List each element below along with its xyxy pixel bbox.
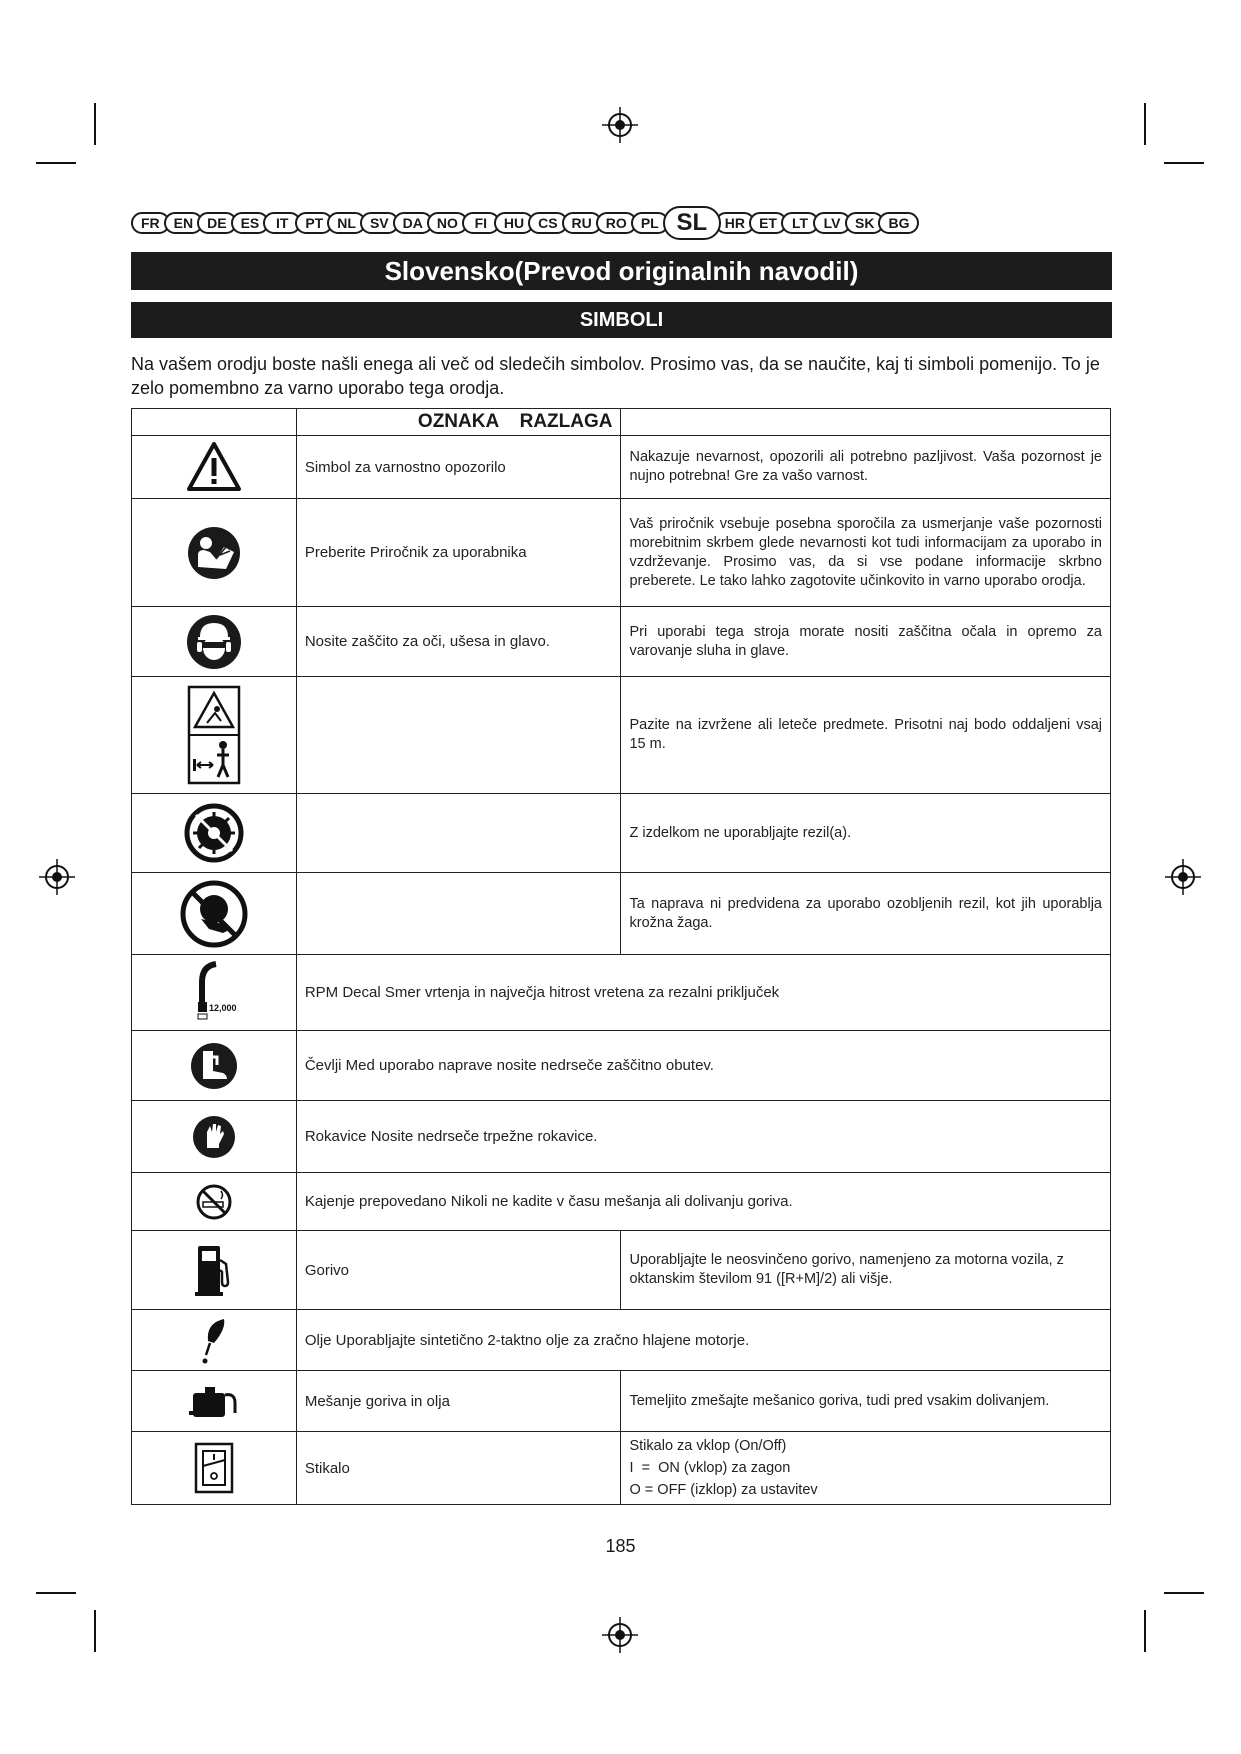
symbol-name: Kajenje prepovedano Nikoli ne kadite v času mešanja ali dolivanju goriva.	[296, 1173, 1110, 1231]
no-toothed-blade-icon	[179, 879, 249, 949]
switch-description-line: Stikalo za vklop (On/Off)	[629, 1438, 787, 1454]
symbol-name: Simbol za varnostno opozorilo	[296, 436, 621, 499]
symbol-name	[296, 873, 621, 955]
symbol-description: Ta naprava ni predvidena za uporabo ozobljenih rezil, kot jih uporablja krožna žaga.	[621, 873, 1111, 955]
language-tab-bg[interactable]: BG	[878, 212, 919, 234]
language-tab-fr[interactable]: FR	[131, 212, 170, 234]
language-tab-nl[interactable]: NL	[327, 212, 366, 234]
table-row	[132, 1231, 1111, 1310]
table-row	[132, 1371, 1111, 1432]
table-row	[132, 1173, 1111, 1231]
language-tab-de[interactable]: DE	[197, 212, 236, 234]
crop-mark	[94, 103, 96, 145]
language-tab-fi[interactable]: FI	[462, 212, 500, 234]
symbol-description	[621, 1432, 1111, 1505]
symbol-name	[296, 794, 621, 873]
switch-icon	[194, 1442, 234, 1494]
symbol-name: Mešanje goriva in olja	[296, 1371, 621, 1432]
symbol-name: Gorivo	[296, 1231, 621, 1310]
registration-mark-icon	[600, 1615, 640, 1655]
symbol-name: Olje Uporabljajte sintetično 2-taktno olje za zračno hlajene motorje.	[296, 1310, 1110, 1371]
head-protection-icon	[185, 613, 243, 671]
symbol-description: Z izdelkom ne uporabljajte rezil(a).	[621, 794, 1111, 873]
table-header-row	[132, 409, 1111, 436]
language-tab-pl[interactable]: PL	[631, 212, 669, 234]
page-number: 185	[605, 1536, 636, 1556]
language-tab-ru[interactable]: RU	[562, 212, 602, 234]
language-tab-it[interactable]: IT	[263, 212, 301, 234]
intro-text: Na vašem orodju boste našli enega ali več od sledečih simbolov. Prosimo vas, da se naučite, kaj ti simboli pomenijo. To je zelo pomembno za varno uporabo tega orodja.	[131, 354, 1100, 398]
symbol-description: Vaš priročnik vsebuje posebna sporočila za usmerjanje vaše pozornosti morebitnim skrbem glede nevarnosti kot tudi informacijam za uporabo in vzdrževanje. Prosimo vas, da si vse podane informacije skrbno preberete. Le tako lahko zagotovite učinkovito in varno uporabo orodja.	[621, 499, 1111, 607]
registration-mark-icon	[37, 857, 77, 897]
thrown-objects-icon	[187, 685, 241, 785]
rpm-value: 12,000	[208, 1002, 237, 1013]
table-row	[132, 873, 1111, 955]
section-title: SIMBOLI	[131, 302, 1112, 338]
language-tab-hr[interactable]: HR	[715, 212, 755, 234]
table-row	[132, 607, 1111, 677]
symbol-description: Uporabljajte le neosvinčeno gorivo, namenjeno za motorna vozila, z oktanskim številom 91 ([R+M]/2) ali višje.	[621, 1231, 1111, 1310]
table-row	[132, 955, 1111, 1031]
language-tab-da[interactable]: DA	[393, 212, 433, 234]
table-row	[132, 794, 1111, 873]
symbol-name: Preberite Priročnik za uporabnika	[296, 499, 621, 607]
crop-mark	[1164, 162, 1204, 164]
page-title: Slovensko(Prevod originalnih navodil)	[131, 252, 1112, 290]
table-row	[132, 1310, 1111, 1371]
rpm-decal-icon	[186, 960, 242, 1026]
language-tab-lv[interactable]: LV	[813, 212, 851, 234]
registration-mark-icon	[1163, 857, 1203, 897]
symbol-name: Rokavice Nosite nedrseče trpežne rokavice.	[296, 1101, 1110, 1173]
crop-mark	[94, 1610, 96, 1652]
language-tab-hu[interactable]: HU	[494, 212, 534, 234]
crop-mark	[36, 1592, 76, 1594]
language-tab-en[interactable]: EN	[164, 212, 203, 234]
language-tab-et[interactable]: ET	[749, 212, 787, 234]
symbol-description: Nakazuje nevarnost, opozorili ali potrebno pazljivost. Vaša pozornost je nujno potrebna! Gre za vašo varnost.	[621, 436, 1111, 499]
no-blade-icon	[184, 803, 244, 863]
switch-description-line: I = ON (vklop) za zagon	[629, 1460, 791, 1476]
language-tab-ro[interactable]: RO	[596, 212, 637, 234]
symbol-name: Nosite zaščito za oči, ušesa in glavo.	[296, 607, 621, 677]
language-tab-lt[interactable]: LT	[781, 212, 819, 234]
symbol-description: Temeljito zmešajte mešanico goriva, tudi pred vsakim dolivanjem.	[621, 1371, 1111, 1432]
crop-mark	[1144, 103, 1146, 145]
table-row	[132, 1101, 1111, 1173]
table-row	[132, 499, 1111, 607]
symbol-description: Pri uporabi tega stroja morate nositi zaščitna očala in opremo za varovanje sluha in glave.	[621, 607, 1111, 677]
table-row	[132, 436, 1111, 499]
language-tab-cs[interactable]: CS	[528, 212, 567, 234]
table-header: OZNAKA RAZLAGA	[296, 409, 621, 436]
switch-description-line: O = OFF (izklop) za ustavitev	[629, 1482, 818, 1498]
symbol-name: RPM Decal Smer vrtenja in največja hitrost vretena za rezalni priključek	[296, 955, 1110, 1031]
warning-triangle-icon	[186, 441, 242, 493]
language-tab-sl[interactable]: SL	[663, 206, 721, 240]
table-row	[132, 1432, 1111, 1505]
symbol-name	[296, 677, 621, 794]
symbol-name: Stikalo	[296, 1432, 621, 1505]
boots-icon	[189, 1041, 239, 1091]
language-tab-sv[interactable]: SV	[360, 212, 399, 234]
language-tab-sk[interactable]: SK	[845, 212, 884, 234]
fuel-mix-icon	[187, 1381, 241, 1421]
no-smoking-icon	[195, 1183, 233, 1221]
read-manual-icon	[186, 525, 242, 581]
symbols-table	[131, 408, 1111, 1505]
crop-mark	[1144, 1610, 1146, 1652]
fuel-pump-icon	[192, 1242, 236, 1298]
language-tab-es[interactable]: ES	[231, 212, 270, 234]
gloves-icon	[191, 1114, 237, 1160]
oil-can-icon	[194, 1315, 234, 1365]
symbol-name: Čevlji Med uporabo naprave nosite nedrseče zaščitno obutev.	[296, 1031, 1110, 1101]
crop-mark	[1164, 1592, 1204, 1594]
language-tab-no[interactable]: NO	[427, 212, 468, 234]
table-row	[132, 1031, 1111, 1101]
language-tab-pt[interactable]: PT	[295, 212, 333, 234]
registration-mark-icon	[600, 105, 640, 145]
language-bar	[131, 206, 1111, 240]
crop-mark	[36, 162, 76, 164]
table-row	[132, 677, 1111, 794]
symbol-description: Pazite na izvržene ali leteče predmete. Prisotni naj bodo oddaljeni vsaj 15 m.	[621, 677, 1111, 794]
